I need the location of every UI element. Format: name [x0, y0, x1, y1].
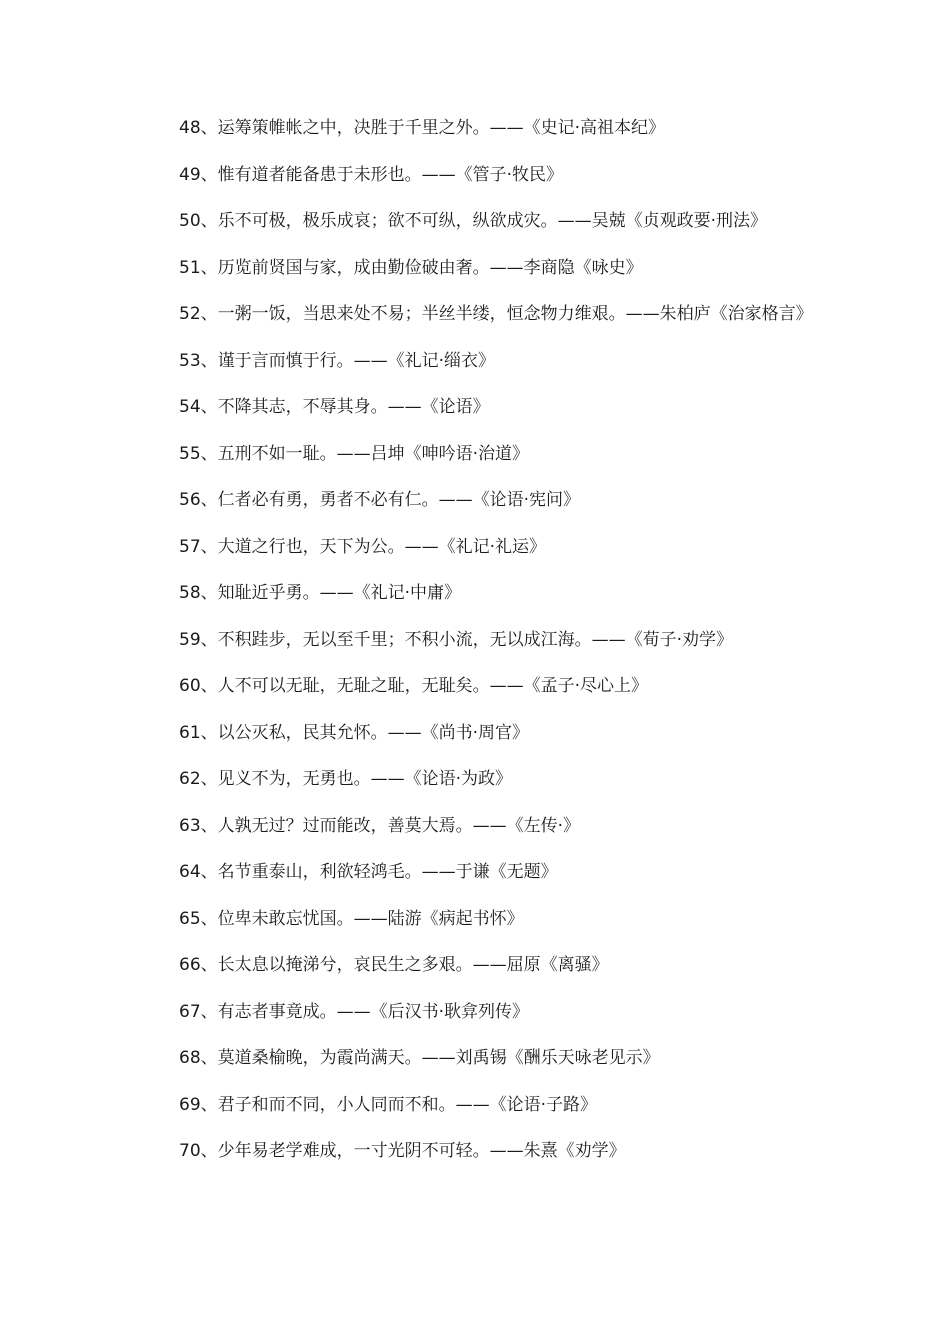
quote-item: 53、谨于言而慎于行。——《礼记·缁衣》 — [179, 350, 496, 371]
quote-item: 50、乐不可极，极乐成哀；欲不可纵，纵欲成灾。——吴兢《贞观政要·刑法》 — [179, 211, 768, 231]
quote-item: 58、知耻近乎勇。——《礼记·中庸》 — [179, 583, 462, 603]
quote-item: 55、五刑不如一耻。——吕坤《呻吟语·治道》 — [179, 443, 530, 464]
quote-item: 57、大道之行也，天下为公。——《礼记·礼运》 — [179, 536, 547, 557]
quote-item: 59、不积跬步，无以至千里；不积小流，无以成江海。——《荀子·劝学》 — [179, 629, 734, 650]
quote-item: 64、名节重泰山，利欲轻鸿毛。——于谦《无题》 — [179, 862, 558, 882]
quote-item: 66、长太息以掩涕兮，哀民生之多艰。——屈原《离骚》 — [179, 955, 609, 975]
quote-item: 70、少年易老学难成，一寸光阴不可轻。——朱熹《劝学》 — [179, 1141, 626, 1161]
quote-item: 65、位卑未敢忘忧国。——陆游《病起书怀》 — [179, 908, 524, 929]
quote-item: 48、运筹策帷帐之中，决胜于千里之外。——《史记·高祖本纪》 — [179, 118, 666, 138]
quote-item: 54、不降其志，不辱其身。——《论语》 — [179, 397, 490, 417]
quote-item: 49、惟有道者能备患于未形也。——《管子·牧民》 — [179, 164, 564, 185]
quote-item: 67、有志者事竟成。——《后汉书·耿弇列传》 — [179, 1001, 530, 1022]
quote-item: 62、见义不为，无勇也。——《论语·为政》 — [179, 769, 513, 789]
quote-item: 68、莫道桑榆晚，为霞尚满天。——刘禹锡《酬乐天咏老见示》 — [179, 1048, 660, 1068]
quote-item: 63、人孰无过？过而能改，善莫大焉。——《左传·》 — [179, 815, 581, 836]
quote-item: 56、仁者必有勇，勇者不必有仁。——《论语·宪问》 — [179, 490, 581, 510]
quote-item: 61、以公灭私，民其允怀。——《尚书·周官》 — [179, 722, 530, 743]
quote-list — [145, 112, 813, 1182]
quote-item: 60、人不可以无耻，无耻之耻，无耻矣。——《孟子·尽心上》 — [179, 676, 649, 696]
quote-item: 52、一粥一饭，当思来处不易；半丝半缕，恒念物力维艰。——朱柏庐《治家格言》 — [179, 304, 813, 324]
quote-item: 69、君子和而不同，小人同而不和。——《论语·子路》 — [179, 1094, 598, 1115]
quote-item: 51、历览前贤国与家，成由勤俭破由奢。——李商隐《咏史》 — [179, 257, 643, 278]
